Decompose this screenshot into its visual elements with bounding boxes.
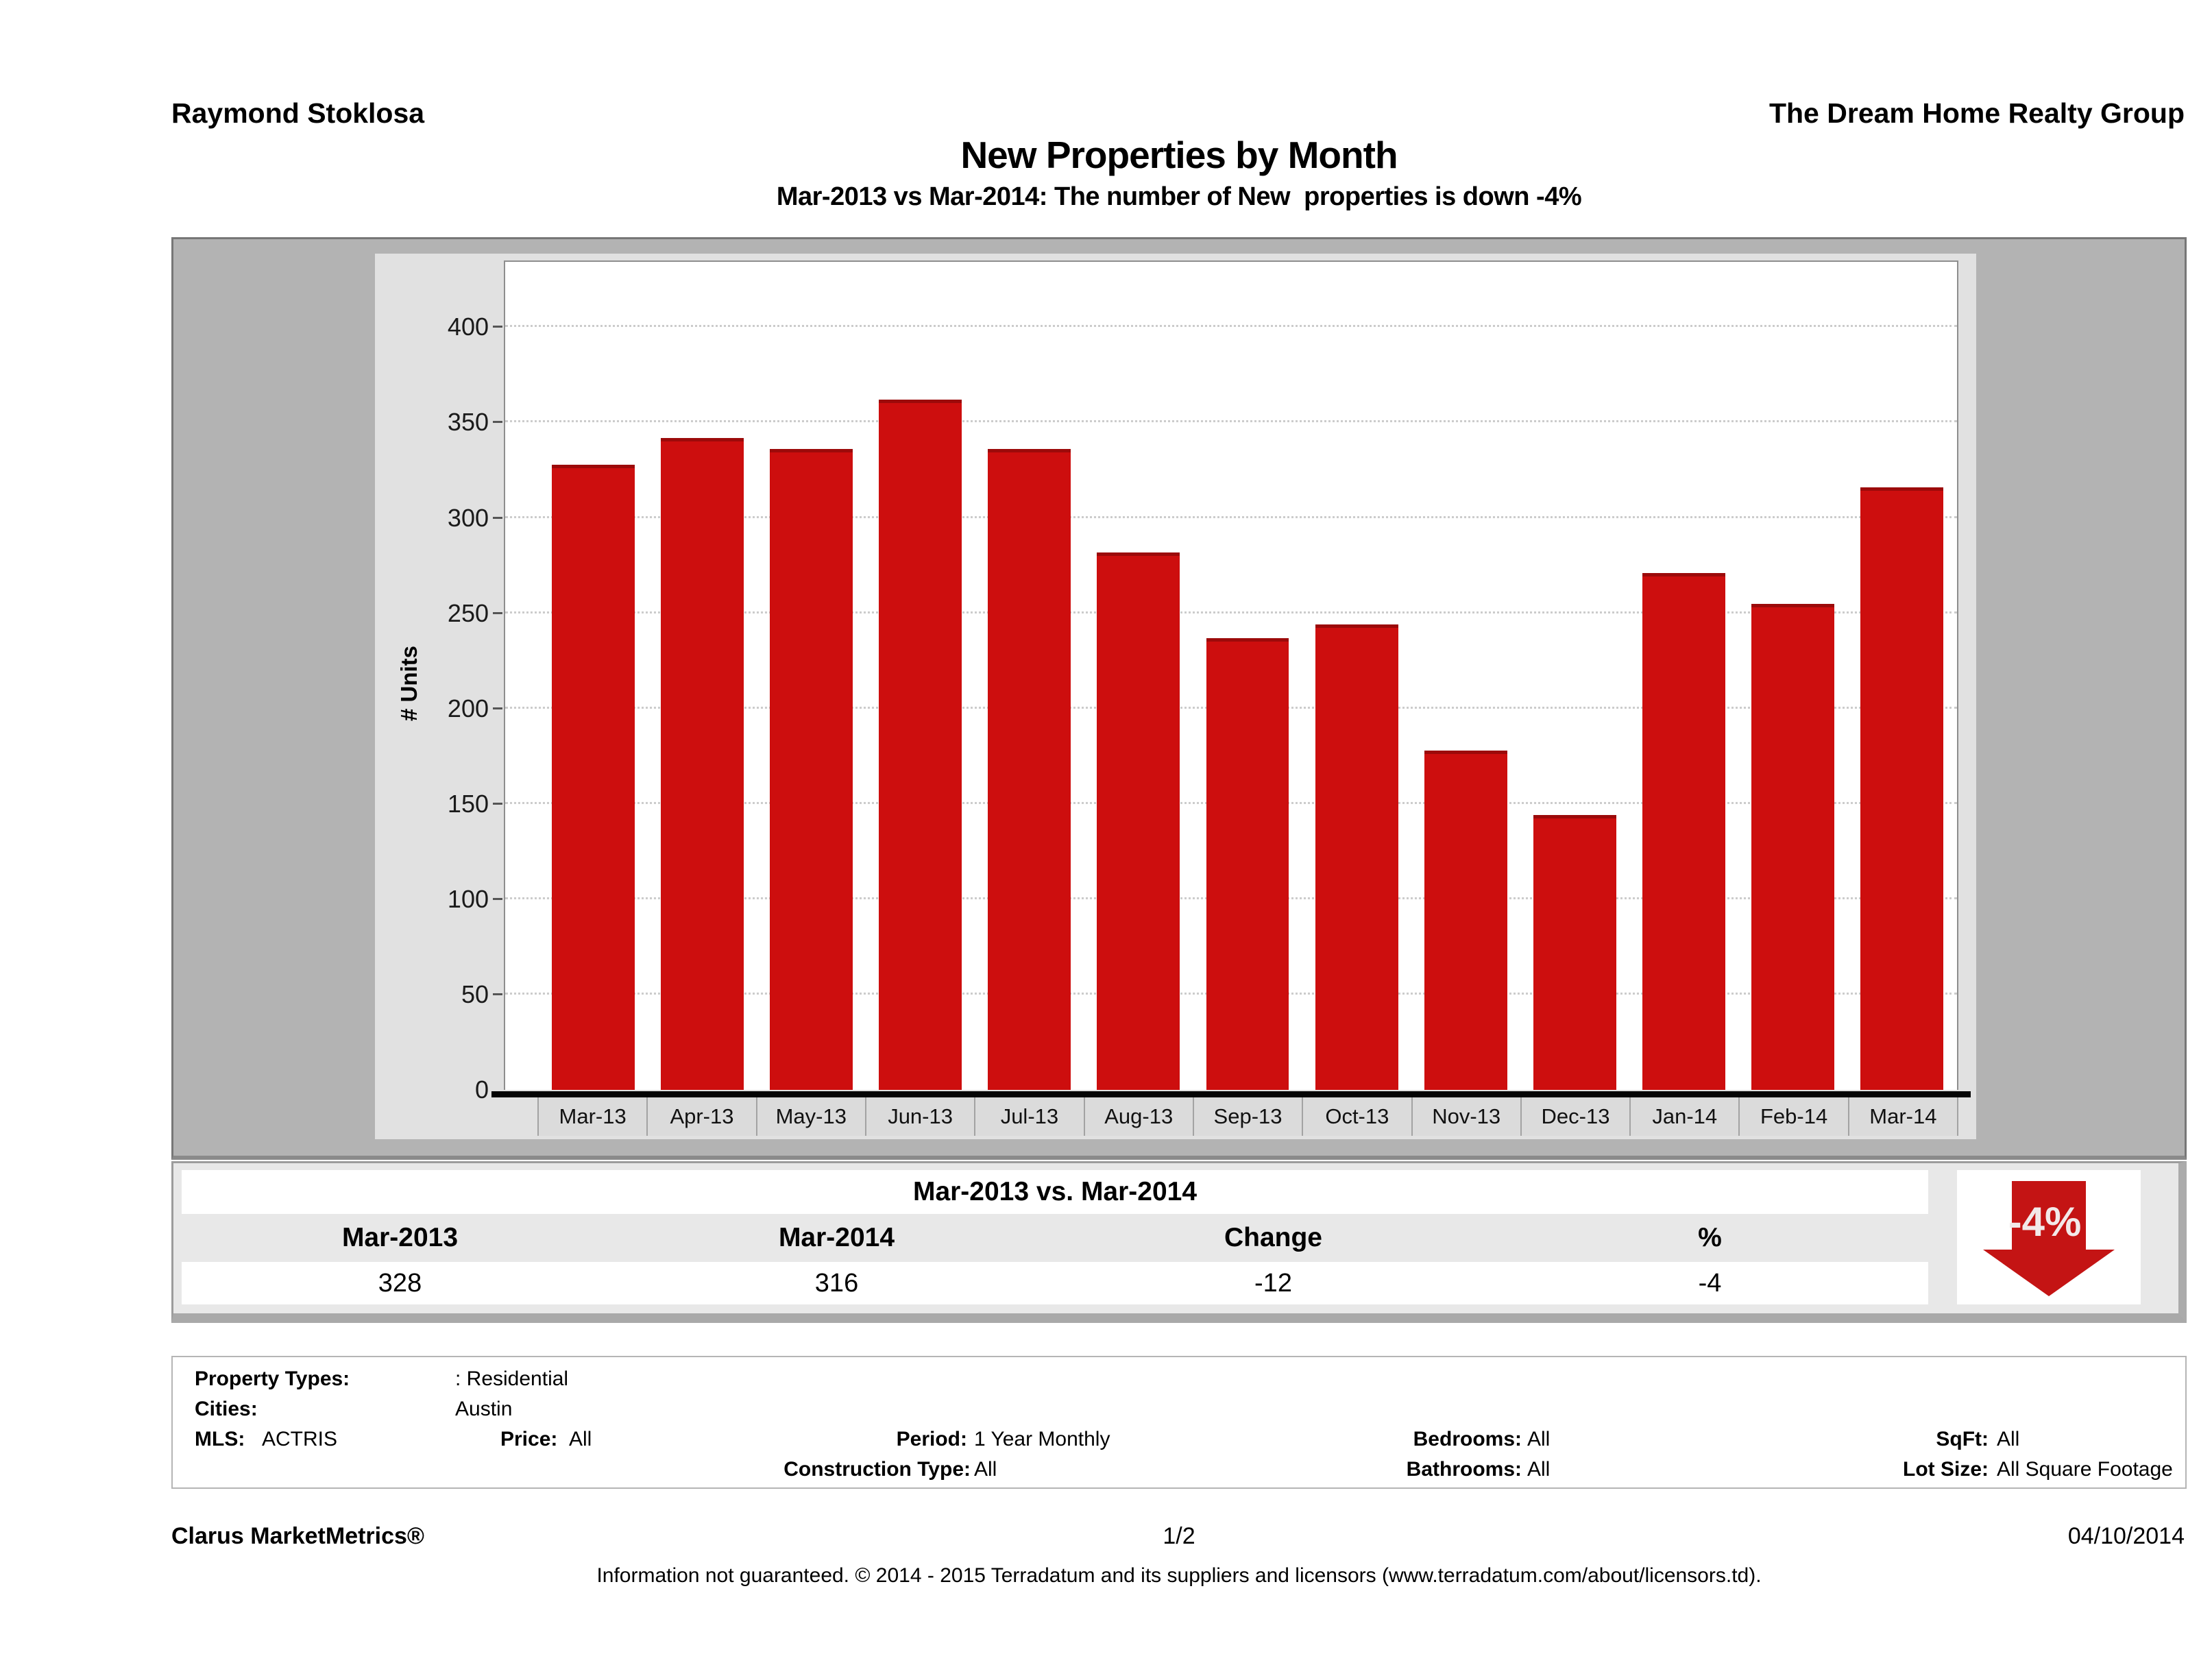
- page-subtitle: Mar-2013 vs Mar-2014: The number of New properties is down -4%: [776, 182, 1582, 211]
- x-tick-label: Feb-14: [1738, 1097, 1847, 1136]
- summary-col-header: Mar-2013: [341, 1223, 459, 1252]
- summary-value: 316: [814, 1269, 859, 1298]
- y-tick: [493, 612, 502, 614]
- y-tick-label: 300: [447, 503, 489, 532]
- filter-label: Cities:: [195, 1398, 258, 1420]
- bar-series: [539, 262, 1956, 1090]
- summary-panel: [171, 1161, 2187, 1323]
- summary-header-row: [182, 1217, 1928, 1259]
- filter-label: Property Types:: [195, 1367, 350, 1390]
- summary-value: -4: [1698, 1269, 1722, 1298]
- bar-slot: [1084, 262, 1193, 1090]
- filter-label: MLS:: [195, 1428, 245, 1450]
- down-arrow-icon: [1957, 1170, 2141, 1304]
- page-title: New Properties by Month: [960, 134, 1398, 176]
- filters-panel: [171, 1356, 2187, 1489]
- summary-value: -12: [1254, 1269, 1292, 1298]
- chart-canvas: [375, 254, 1976, 1139]
- filter-value: Austin: [455, 1398, 513, 1420]
- bar-slot: [648, 262, 757, 1090]
- footer-disclaimer: Information not guaranteed. © 2014 - 2015 Terradatum and its suppliers and licensors (www.terradatum.com/about/licensors.td).: [596, 1564, 1762, 1587]
- bar-slot: [1302, 262, 1411, 1090]
- chart-panel: [171, 237, 2187, 1160]
- bar-slot: [757, 262, 866, 1090]
- y-tick: [493, 993, 502, 995]
- filter-label: Bathrooms:: [1406, 1458, 1522, 1481]
- x-tick-label: Nov-13: [1411, 1097, 1520, 1136]
- y-tick-label: 0: [474, 1075, 489, 1104]
- bar-slot: [1193, 262, 1302, 1090]
- x-tick-label: Mar-14: [1848, 1097, 1958, 1136]
- bar-slot: [975, 262, 1084, 1090]
- change-badge: [1957, 1170, 2141, 1304]
- filter-value: 1 Year Monthly: [974, 1428, 1110, 1450]
- filter-value: All: [1527, 1458, 1551, 1481]
- summary-col-header: Change: [1224, 1223, 1322, 1252]
- filter-value: All: [1527, 1428, 1551, 1450]
- bar-Jan-14: [1642, 573, 1725, 1090]
- filter-value: All Square Footage: [1997, 1458, 2173, 1481]
- bar-slot: [1847, 262, 1956, 1090]
- filter-value: : Residential: [455, 1367, 569, 1390]
- summary-value: 328: [378, 1269, 422, 1298]
- bar-Dec-13: [1533, 815, 1616, 1090]
- y-tick-label: 100: [447, 884, 489, 913]
- bar-Oct-13: [1315, 624, 1398, 1090]
- filter-label: Lot Size:: [1903, 1458, 1989, 1481]
- bar-slot: [1738, 262, 1847, 1090]
- y-tick: [493, 803, 502, 805]
- summary-col-header: %: [1698, 1223, 1722, 1252]
- x-tick-label: Mar-13: [537, 1097, 646, 1136]
- x-axis-labels: [537, 1097, 1958, 1136]
- change-badge-label: -4%: [2008, 1199, 2082, 1245]
- footer-page-number: 1/2: [1163, 1523, 1195, 1549]
- bar-Mar-14: [1860, 487, 1943, 1090]
- filter-label: Construction Type:: [783, 1458, 971, 1481]
- bar-Sep-13: [1206, 638, 1289, 1090]
- filter-label: Price:: [500, 1428, 558, 1450]
- y-tick-label: 400: [447, 313, 489, 341]
- bar-slot: [1520, 262, 1629, 1090]
- x-axis-line: [491, 1091, 1971, 1097]
- x-tick-label: Dec-13: [1520, 1097, 1629, 1136]
- y-tick: [493, 326, 502, 328]
- bar-Aug-13: [1097, 552, 1180, 1090]
- y-tick: [493, 421, 502, 423]
- y-tick-label: 200: [447, 694, 489, 722]
- bar-Feb-14: [1751, 604, 1834, 1090]
- y-tick: [493, 517, 502, 519]
- y-tick-label: 50: [461, 980, 489, 1008]
- bar-slot: [866, 262, 975, 1090]
- bar-May-13: [770, 449, 853, 1090]
- x-tick-label: Jun-13: [865, 1097, 974, 1136]
- summary-title: Mar-2013 vs. Mar-2014: [182, 1170, 1928, 1214]
- footer-brand: Clarus MarketMetrics®: [171, 1523, 424, 1549]
- x-tick-label: Apr-13: [646, 1097, 755, 1136]
- x-tick-label: Sep-13: [1193, 1097, 1302, 1136]
- y-tick-label: 150: [447, 789, 489, 818]
- bar-slot: [1411, 262, 1520, 1090]
- filter-value: All: [974, 1458, 997, 1481]
- y-tick-label: 250: [447, 598, 489, 627]
- x-tick-label: Jan-14: [1629, 1097, 1738, 1136]
- company-name: The Dream Home Realty Group: [1769, 97, 2185, 129]
- filter-label: Bedrooms:: [1413, 1428, 1522, 1450]
- bar-slot: [1629, 262, 1738, 1090]
- y-tick: [493, 898, 502, 900]
- filter-label: SqFt:: [1936, 1428, 1989, 1450]
- x-tick-label: Jul-13: [974, 1097, 1083, 1136]
- bar-Nov-13: [1424, 751, 1507, 1090]
- x-tick-label: May-13: [756, 1097, 865, 1136]
- filter-value: All: [569, 1428, 592, 1450]
- agent-name: Raymond Stoklosa: [171, 97, 425, 129]
- y-axis-labels: [375, 254, 493, 1139]
- filter-value: ACTRIS: [262, 1428, 338, 1450]
- plot-area: [504, 260, 1958, 1090]
- bar-Jul-13: [988, 449, 1071, 1090]
- filter-value: All: [1997, 1428, 2020, 1450]
- bar-Apr-13: [661, 438, 744, 1090]
- summary-data-row: [182, 1262, 1928, 1304]
- x-tick-label: Oct-13: [1302, 1097, 1411, 1136]
- bar-Mar-13: [552, 465, 635, 1090]
- y-axis-title: # Units: [396, 645, 422, 722]
- summary-col-header: Mar-2014: [778, 1223, 895, 1252]
- bar-Jun-13: [879, 400, 962, 1090]
- footer-date: 04/10/2014: [2067, 1523, 2185, 1549]
- x-tick-label: Aug-13: [1084, 1097, 1193, 1136]
- filter-label: Period:: [896, 1428, 967, 1450]
- y-tick: [493, 707, 502, 709]
- y-tick-label: 350: [447, 408, 489, 437]
- bar-slot: [539, 262, 648, 1090]
